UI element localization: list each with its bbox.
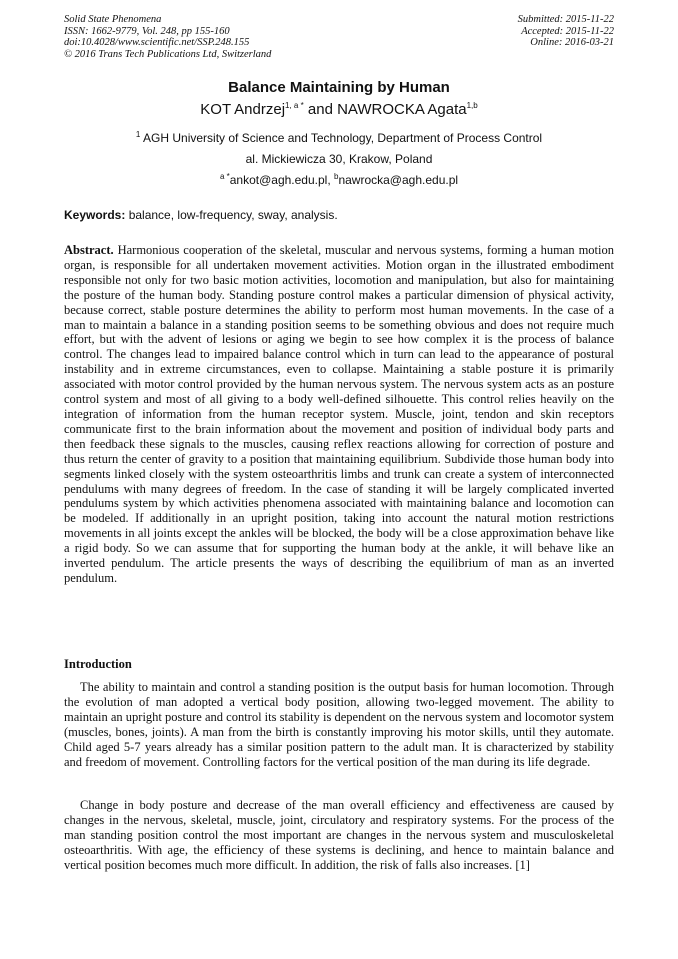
author-2-affil: 1,b (466, 101, 478, 110)
keywords (64, 208, 614, 222)
journal-copyright: © 2016 Trans Tech Publications Ltd, Switzerland (64, 48, 272, 60)
author-emails (64, 173, 614, 187)
introduction-paragraph-1: The ability to maintain and control a standing position is the output basis for human locomotion. Through the evolution of man adopted a vertical body position, allowing two-legged movement. The ability to maintain an upright posture and control its stability is dependent on the nervous system and locomotor system (muscles, bones, joints). A man from the birth is constantly improving his motor skills, until they automate. Child aged 5-7 years already has a similar position pattern to the adult man. It is characterized by stability and freedom of movement. Controlling factors for the vertical position of the man during its life degrade. (64, 680, 614, 769)
introduction-paragraph-2: Change in body posture and decrease of the man overall efficiency and effectiveness are caused by changes in the nervous, skeletal, muscle, joint, circulatory and respiratory systems. For the process of the man standing position control the most important are changes in the nervous system and musculoskeletal osteoarthritis. With age, the efficiency of these systems is declining, and hence to maintain balance and vertical position becomes much more difficult. In addition, the risk of falls also increases. [1] (64, 798, 614, 872)
accepted-date: Accepted: 2015-11-22 (521, 25, 614, 37)
email-a[interactable]: ankot@agh.edu.pl, (229, 173, 334, 187)
keywords-text: balance, low-frequency, sway, analysis. (125, 208, 338, 222)
abstract-label: Abstract. (64, 243, 114, 257)
email-b[interactable]: nawrocka@agh.edu.pl (338, 173, 459, 187)
author-1: KOT Andrzej (200, 101, 286, 118)
dates-header (518, 14, 614, 49)
submitted-date: Submitted: 2015-11-22 (517, 14, 614, 25)
journal-doi[interactable]: doi:10.4028/www.scientific.net/SSP.248.155 (64, 37, 250, 48)
author-line (64, 101, 614, 118)
affiliation-number: 1 (135, 130, 141, 139)
email-a-marker: a * (219, 172, 230, 181)
keywords-label: Keywords: (64, 208, 126, 222)
author-1-affil: 1, a * (285, 101, 304, 110)
email-b-marker: b (334, 172, 339, 181)
online-date: Online: 2016-03-21 (530, 37, 614, 48)
affiliation-address: al. Mickiewicza 30, Krakow, Poland (245, 152, 433, 166)
author-2: NAWROCKA Agata (337, 101, 467, 118)
introduction-heading: Introduction (64, 657, 132, 671)
affiliation-text: AGH University of Science and Technology, Department of Process Control (140, 131, 543, 145)
journal-header (64, 14, 271, 60)
paper-title: Balance Maintaining by Human (228, 79, 450, 96)
abstract (64, 243, 614, 586)
journal-name: Solid State Phenomena (64, 14, 162, 25)
abstract-text: Harmonious cooperation of the skeletal, muscular and nervous systems, forming a human motion organ, is responsible for all undertaken movement activities. Motion organ in the illustrated embodiment responsible not only for two basic motion activities, locomotion and manipulation, but also for maintaining the posture of the human body. Standing posture control makes a particular dimension of physical activity, because correct, stable posture determines the ability to perform most human movements. In the case of a man to maintain a balance in a standing position seems to be something obvious and does not require much effort, but with the advent of lesions or aging we begin to see how complex it is the process of balance control. The changes lead to impaired balance control which in turn can lead to the appearance of postural instability and in extreme circumstances, even to collapse. Maintaining a stable posture it is primarily associated with motor control provided by the human nervous system. The nervous system acts as an posture control system and most of all giving to a body well-defined silhouette. This control relies heavily on the integration of information from the human receptor system. Muscle, joint, tendon and skin receptors communicate first to the brain information about the movement and position of individual body parts and then feedback these signals to the muscles, causing reflex reactions allowing for correction of posture and thus return the center of gravity to a position that maintaining equilibrium. Subdivide those human body into segments linked closely with the system osteoarthritis limbs and trunk can create a system of interconnected pendulums with many degrees of freedom. In the case of standing it will be largely complicated inverted pendulums system by which activities phenomena associated with maintaining balance and locomotion can be modeled. If additionally in an upright position, taking into account the natural motion restrictions movements in all joints except the ankles will be blocked, the body will be a close approximation behave like a rigid body. So we can assume that for supporting the human body at the ankle, it will behave like an inverted pendulum. The article presents the ways of describing the equilibrium of man as an inverted pendulum. (64, 243, 614, 585)
journal-issn: ISSN: 1662-9779, Vol. 248, pp 155-160 (64, 25, 230, 37)
affiliation (64, 131, 614, 145)
author-joiner: and (303, 101, 338, 118)
